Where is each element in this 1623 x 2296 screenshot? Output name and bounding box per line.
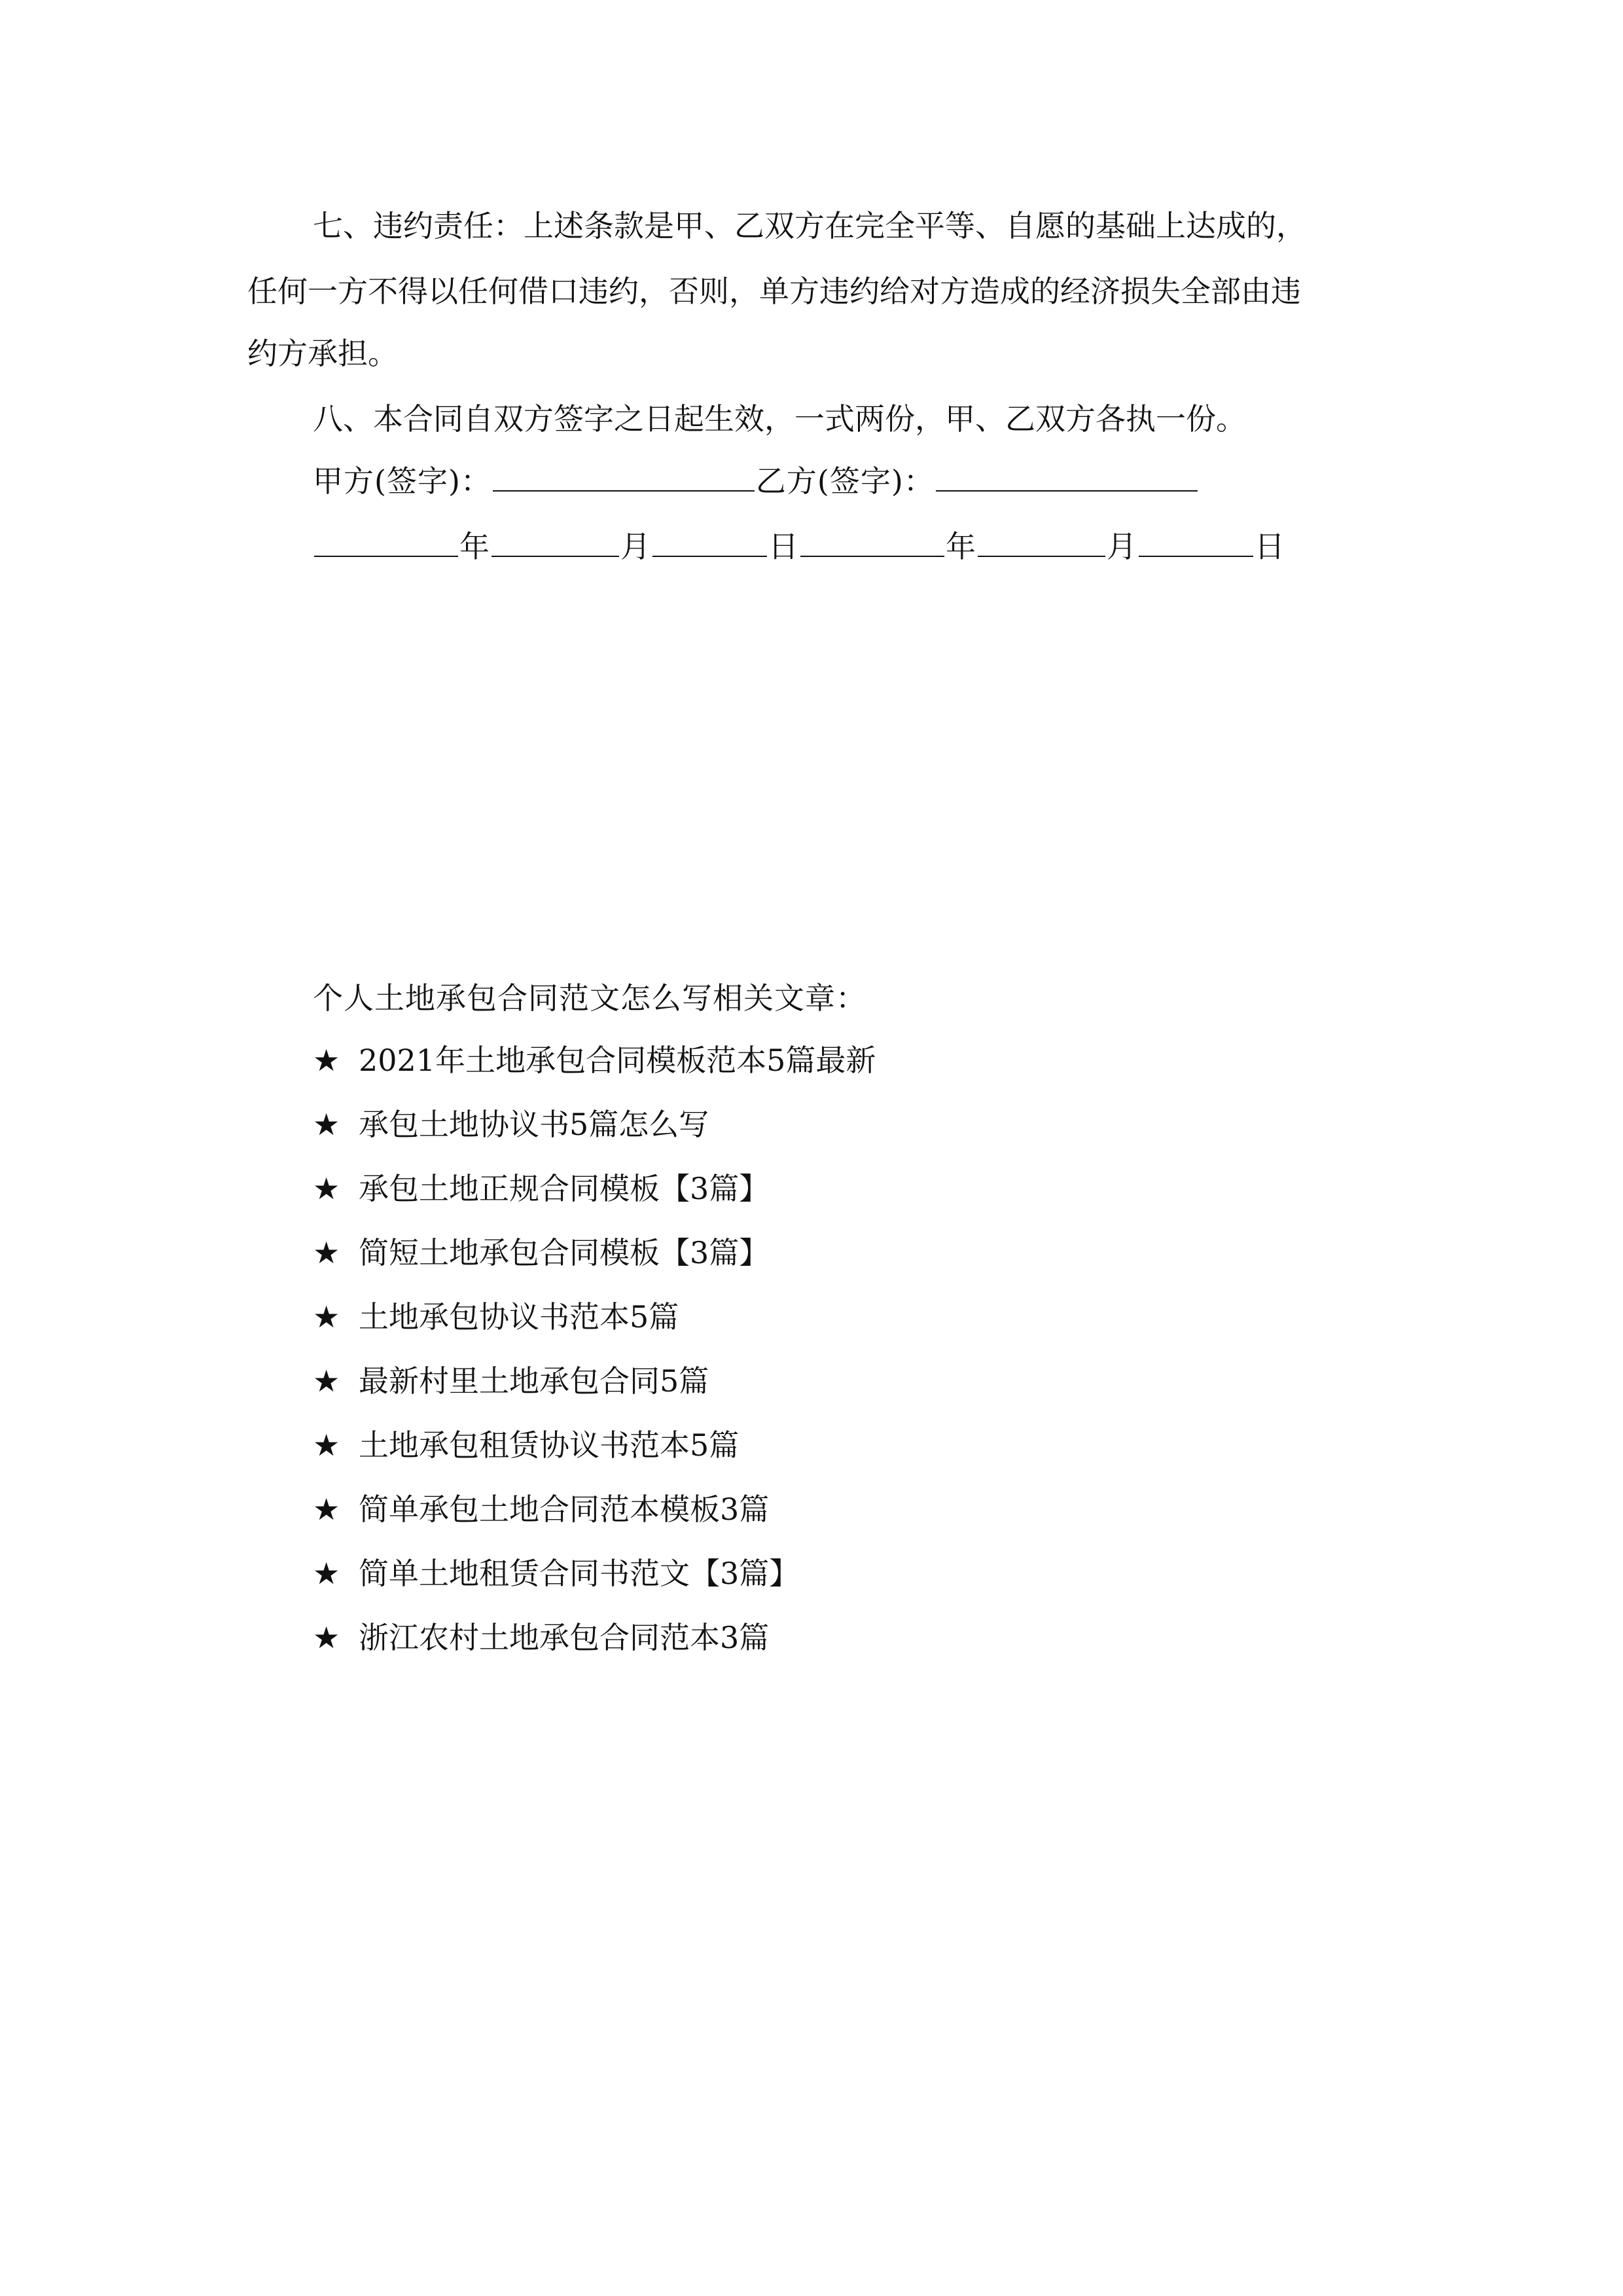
related-article-link[interactable]: 浙江农村土地承包合同范本3篇 — [359, 1620, 770, 1655]
list-item — [313, 1618, 876, 1682]
star-icon: ★ — [313, 1556, 340, 1591]
related-articles-title: 个人土地承包合同范文怎么写相关文章： — [313, 980, 866, 1016]
party-a-label: 甲方(签字)： — [313, 463, 491, 499]
related-article-link[interactable]: 最新村里土地承包合同5篇 — [359, 1363, 709, 1399]
party-b-label: 乙方(签字)： — [755, 463, 935, 499]
list-item — [313, 1297, 876, 1361]
star-icon: ★ — [313, 1620, 340, 1655]
star-icon: ★ — [313, 1171, 340, 1206]
list-item — [313, 1490, 876, 1554]
party-b-signature-field[interactable] — [936, 461, 1198, 492]
related-article-link[interactable]: 2021年土地承包合同模板范本5篇最新 — [359, 1043, 876, 1078]
party-b-year-field[interactable] — [800, 527, 944, 557]
day-label-a: 日 — [768, 529, 799, 564]
party-b-day-field[interactable] — [1139, 527, 1253, 557]
year-label-a: 年 — [459, 529, 490, 564]
star-icon: ★ — [313, 1235, 340, 1270]
list-item — [313, 1426, 876, 1490]
related-article-link[interactable]: 简单承包土地合同范本模板3篇 — [359, 1492, 770, 1527]
clause-7-line-3: 约方承担。 — [247, 336, 398, 371]
day-label-b: 日 — [1255, 529, 1285, 564]
signature-row — [313, 461, 1199, 501]
related-article-link[interactable]: 简短土地承包合同模板【3篇】 — [359, 1235, 770, 1270]
date-row — [313, 527, 1285, 566]
clause-8: 八、本合同自双方签字之日起生效，一式两份，甲、乙双方各执一份。 — [313, 401, 1246, 437]
star-icon: ★ — [313, 1363, 340, 1399]
related-article-link[interactable]: 承包土地协议书5篇怎么写 — [359, 1107, 709, 1142]
party-a-month-field[interactable] — [491, 527, 619, 557]
star-icon: ★ — [313, 1107, 340, 1142]
list-item — [313, 1105, 876, 1169]
star-icon: ★ — [313, 1427, 340, 1463]
related-article-link[interactable]: 承包土地正规合同模板【3篇】 — [359, 1171, 770, 1206]
party-a-day-field[interactable] — [652, 527, 767, 557]
list-item — [313, 1169, 876, 1233]
list-item — [313, 1041, 876, 1105]
clause-7-line-1: 七、违约责任：上述条款是甲、乙双方在完全平等、自愿的基础上达成的， — [313, 208, 1306, 243]
star-icon: ★ — [313, 1492, 340, 1527]
clause-7-line-2: 任何一方不得以任何借口违约，否则，单方违约给对方造成的经济损失全部由违 — [247, 274, 1301, 309]
related-article-link[interactable]: 简单土地租赁合同书范文【3篇】 — [359, 1556, 800, 1591]
party-a-signature-field[interactable] — [493, 461, 755, 492]
related-articles-list — [313, 1041, 876, 1682]
related-article-link[interactable]: 土地承包协议书范本5篇 — [359, 1299, 679, 1335]
star-icon: ★ — [313, 1299, 340, 1335]
party-a-year-field[interactable] — [314, 527, 458, 557]
month-label-b: 月 — [1107, 529, 1137, 564]
list-item — [313, 1554, 876, 1618]
list-item — [313, 1361, 876, 1426]
month-label-a: 月 — [620, 529, 651, 564]
star-icon: ★ — [313, 1043, 340, 1078]
party-b-month-field[interactable] — [978, 527, 1105, 557]
year-label-b: 年 — [946, 529, 976, 564]
list-item — [313, 1233, 876, 1297]
related-article-link[interactable]: 土地承包租赁协议书范本5篇 — [359, 1427, 740, 1463]
